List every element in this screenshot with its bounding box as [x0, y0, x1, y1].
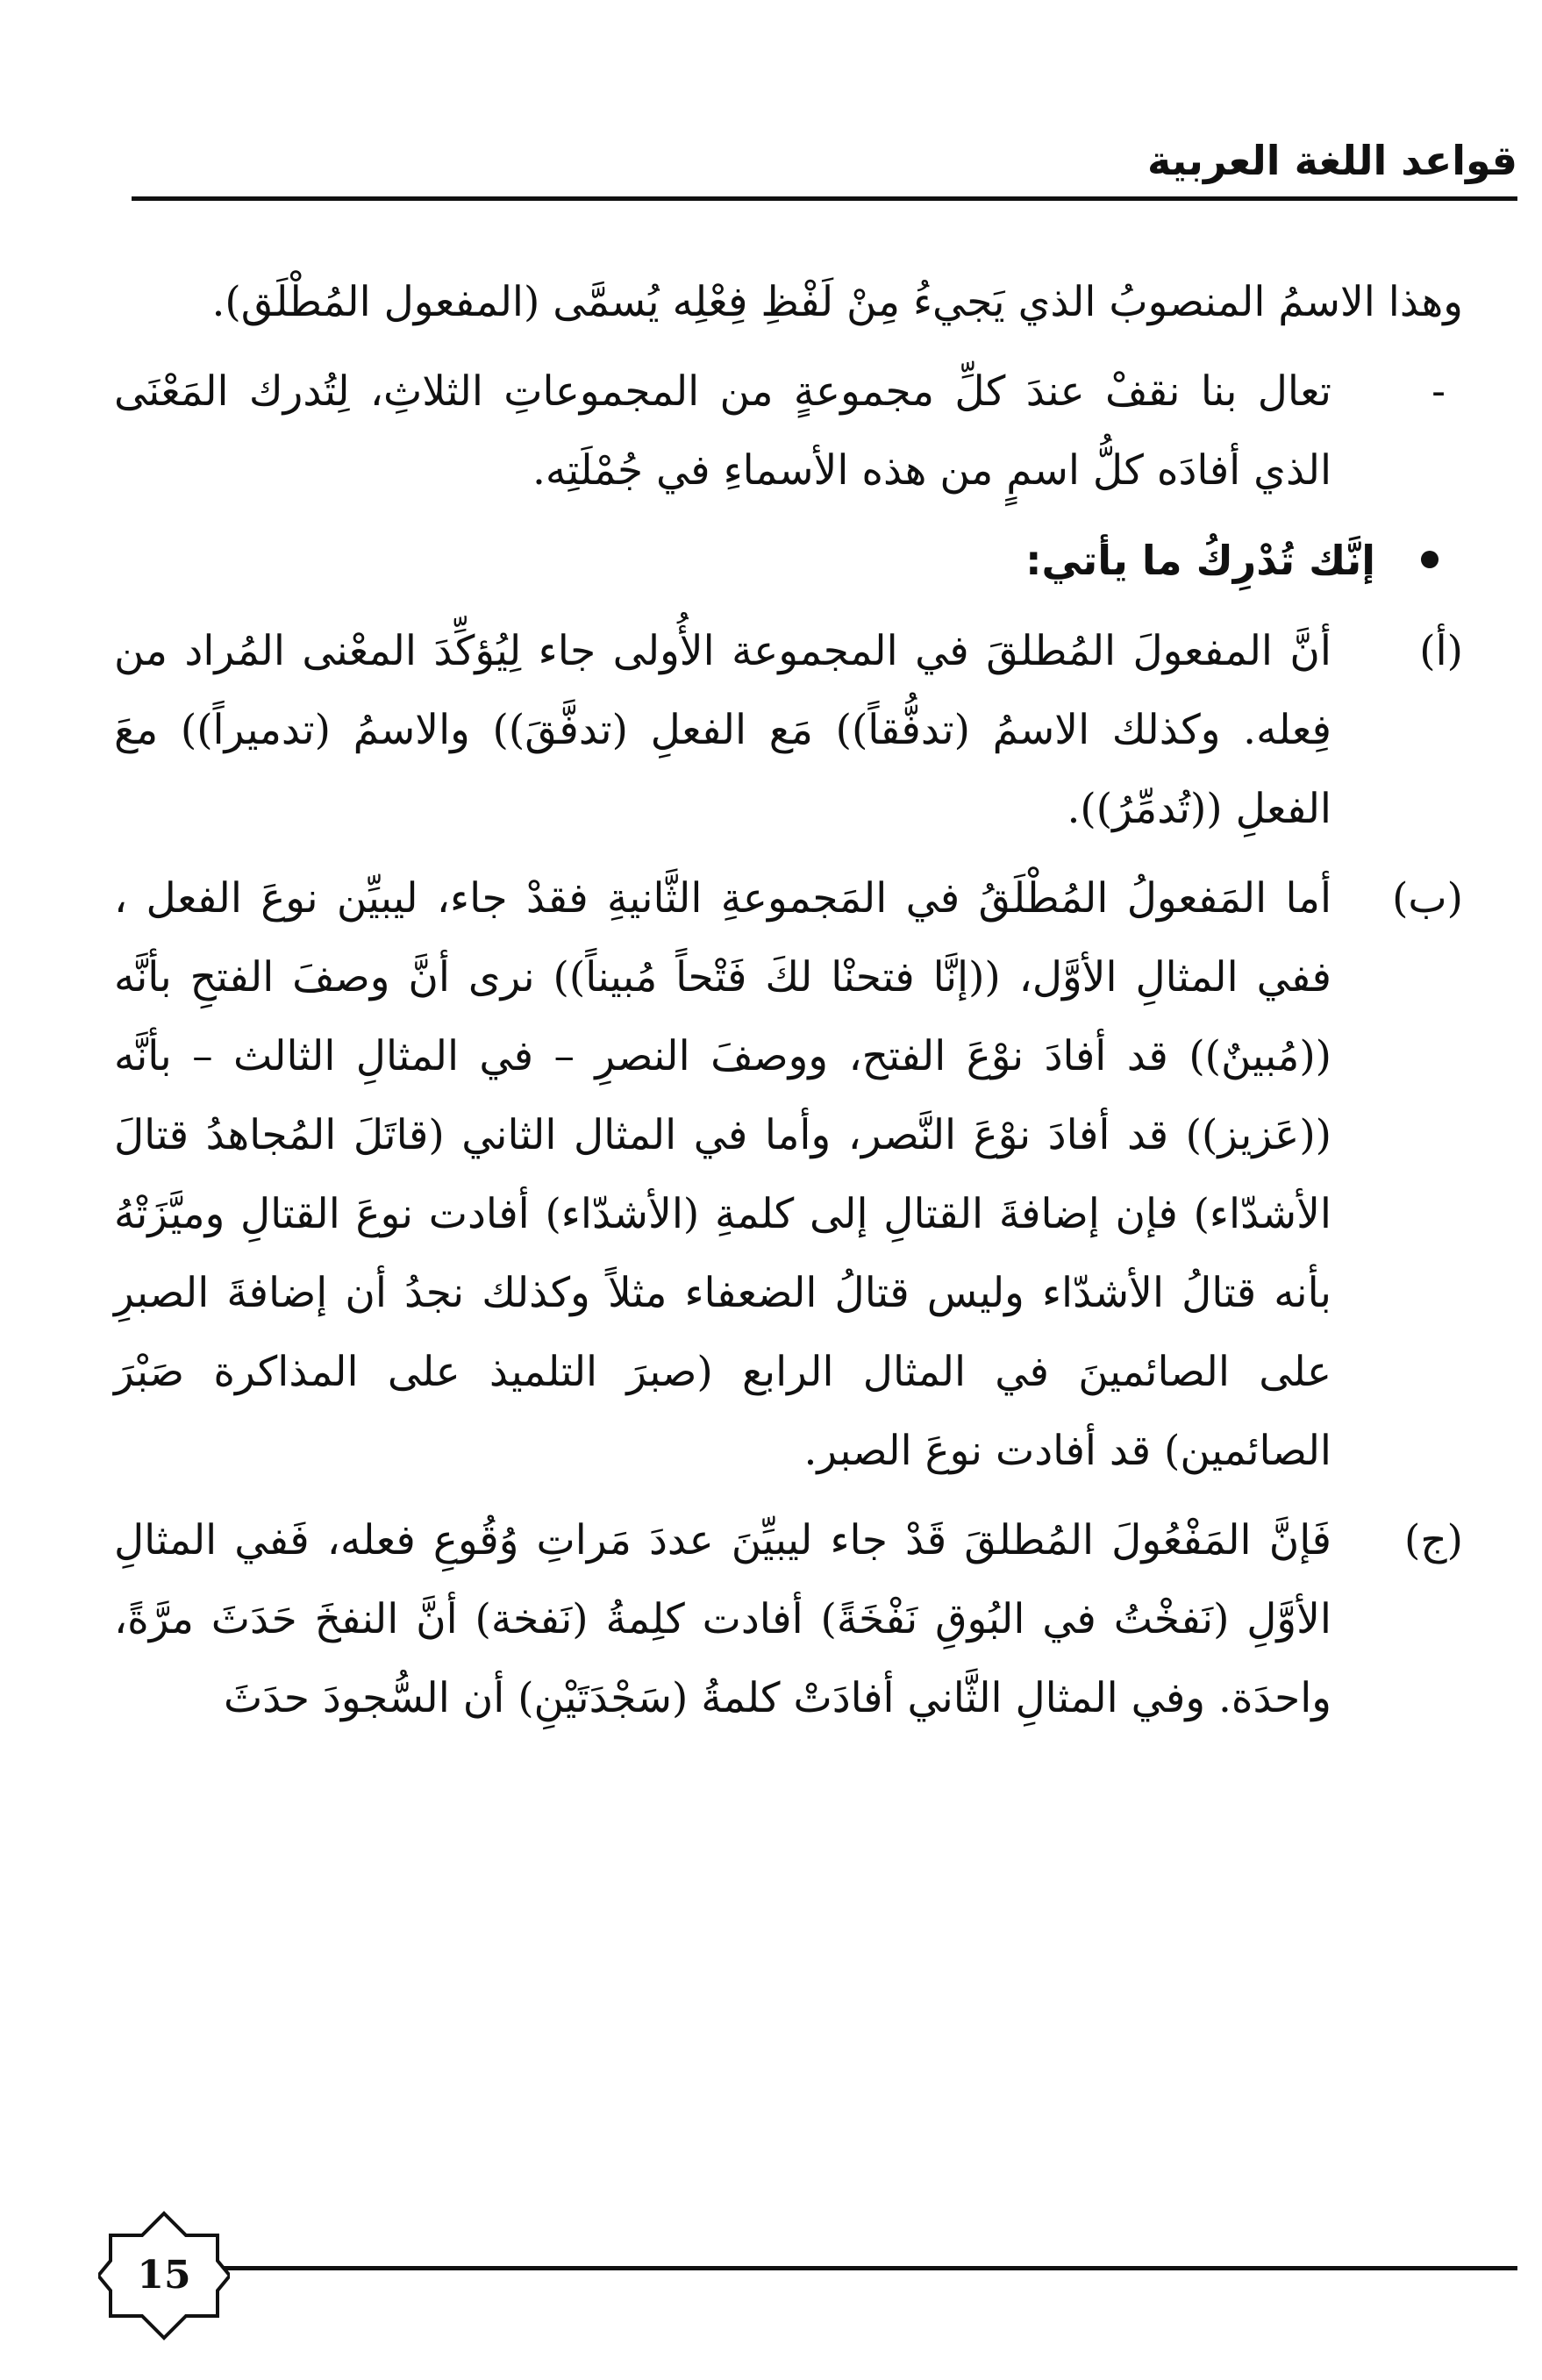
list-item-c-text: فَإنَّ المَفْعُولَ المُطلقَ قَدْ جاء ليبيِّنَ عددَ مَراتِ وُقُوعِ فعله، فَفي المثالِ الأوَّلِ (نَفخْتُ في البُوقِ نَفْخَةً) أفادت كلِمةُ (نَفخة) أنَّ النفخَ حَدَثَ مرَّةً، واحدَة. وفي المثالِ الثَّاني أفادَتْ كلمةُ (سَجْدَتَيْنِ) أن السُّجودَ حدَثَ	[114, 1516, 1331, 1722]
list-item-a-text: أنَّ المفعولَ المُطلقَ في المجموعة الأُولى جاء لِيُؤكِّدَ المعْنى المُراد من فِعله. وكذلك الاسمُ (تدفُّقاً)) مَع الفعلِ (تدفَّقَ)) والاسمُ (تدميراً)) معَ الفعلِ ((تُدمِّرُ)).	[114, 627, 1331, 833]
book-title: قواعد اللغة العربية	[1147, 137, 1517, 184]
list-marker-b: (ب)	[1392, 874, 1463, 923]
dash-marker: -	[1431, 367, 1446, 416]
intro-paragraph: وهذا الاسمُ المنصوبُ الذي يَجيءُ مِنْ لَفْظِ فِعْلِه يُسمَّى (المفعول المُطْلَق).	[211, 278, 1463, 326]
list-marker-a: (أ)	[1419, 627, 1463, 675]
dash-paragraph-text: تعال بنا نقفْ عندَ كلِّ مجموعةٍ من المجموعاتِ الثلاثِ، لِتُدرك المَعْنَى الذي أفادَه كلُّ اسمٍ من هذه الأسماءِ في جُمْلَتِه.	[114, 367, 1331, 495]
footer-rule	[219, 2266, 1517, 2270]
list-item-a	[114, 612, 1463, 849]
page-number-badge	[98, 2210, 230, 2341]
dash-paragraph	[114, 353, 1463, 510]
body-text	[114, 263, 1463, 1749]
header-rule	[132, 196, 1517, 201]
bullet-heading-text: إنَّك تُدْرِكُ ما يأتي:	[1025, 537, 1375, 584]
list-item-c	[114, 1501, 1463, 1738]
bullet-dot-icon	[1421, 551, 1438, 568]
list-item-b	[114, 859, 1463, 1491]
page-number: 15	[137, 2253, 191, 2298]
list-item-b-text: أما المَفعولُ المُطْلَقُ في المَجموعةِ الثَّانيةِ فقدْ جاء، ليبيِّن نوعَ الفعل ، ففي المثالِ الأوَّل، ((إنَّا فتحنْا لكَ فَتْحاً مُبيناً)) نرى أنَّ وصفَ الفتحِ بأنَّه ((مُبينٌ)) قد أفادَ نوْعَ الفتح، ووصفَ النصرِ – في المثالِ الثالث – بأنَّه ((عَزيز)) قد أفادَ نوْعَ النَّصر، وأما في المثال الثاني (قاتَلَ المُجاهدُ قتالَ الأشدّاء) فإن إضافةَ القتالِ إلى كلمةِ (الأشدّاء) أفادت نوعَ القتالِ وميَّزَتْهُ بأنه قتالُ الأشدّاء وليس قتالُ الضعفاء مثلاً وكذلك نجدُ أن إضافةَ الصبرِ على الصائمينَ في المثال الرابع (صبرَ التلميذ على المذاكرة صَبْرَ الصائمين) قد أفادت نوعَ الصبر.	[114, 874, 1332, 1475]
list-marker-c: (ج)	[1403, 1516, 1463, 1564]
bullet-heading	[114, 521, 1463, 600]
running-header	[132, 132, 1517, 202]
